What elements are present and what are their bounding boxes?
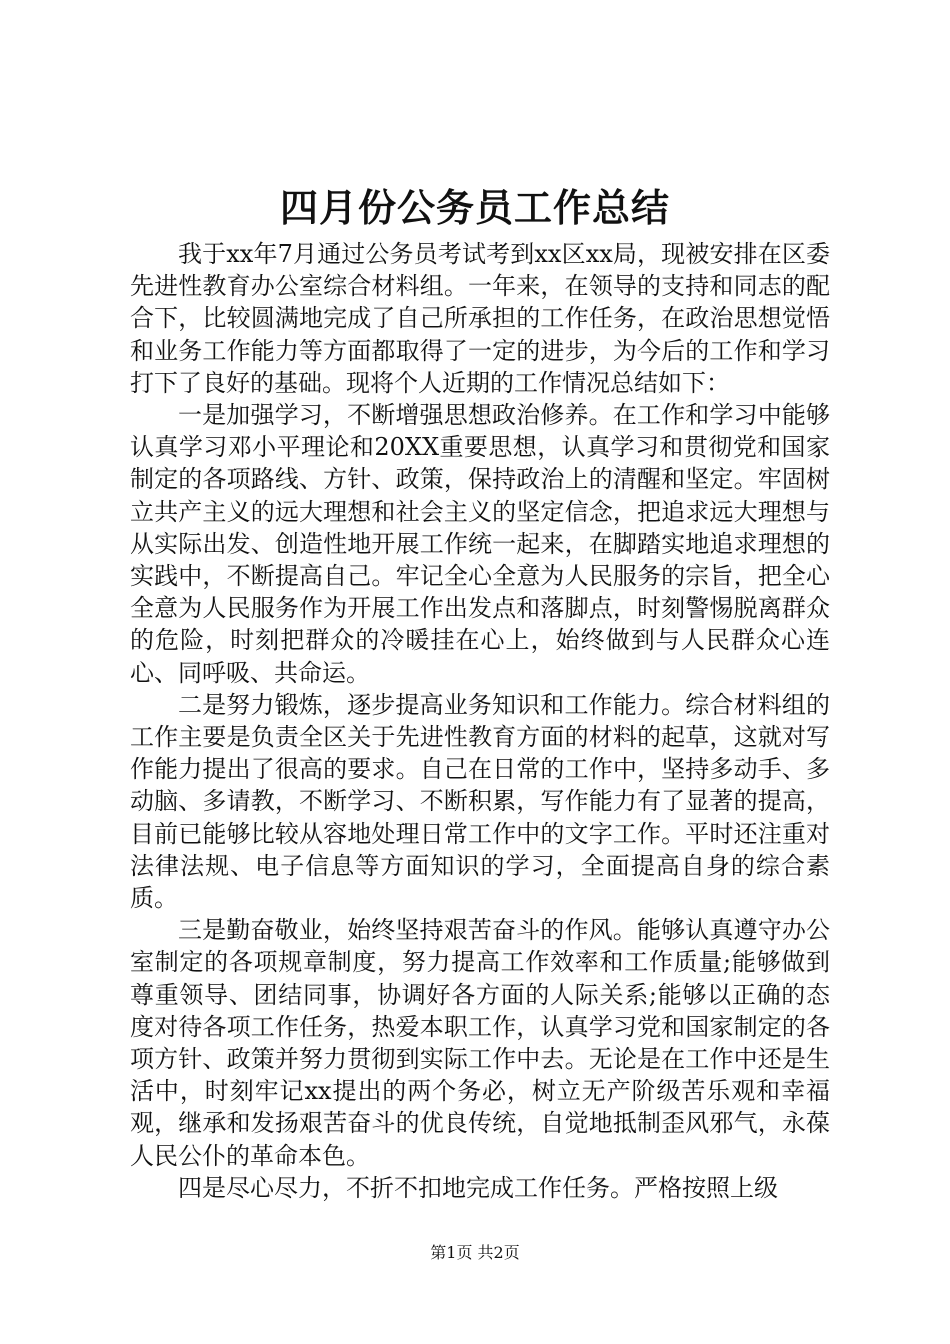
paragraph-intro: 我于xx年7月通过公务员考试考到xx区xx局，现被安排在区委先进性教育办公室综合材料组。一年来，在领导的支持和同志的配合下，比较圆满地完成了自己所承担的工作任务，在政治思想觉悟和业务工作能力等方面都取得了一定的进步，为今后的工作和学习打下了良好的基础。现将个人近期的工作情况总结如下： [130,240,830,397]
paragraph-tasks: 四是尽心尽力，不折不扣地完成工作任务。严格按照上级 [178,1173,778,1202]
document-body [130,238,830,1204]
page-number-footer: 第1页 共2页 [430,1243,520,1262]
paragraph-diligence: 三是勤奋敬业，始终坚持艰苦奋斗的作风。能够认真遵守办公室制定的各项规章制度，努力提高工作效率和工作质量;能够做到尊重领导、团结同事，协调好各方面的人际关系;能够以正确的态度对待各项工作任务，热爱本职工作，认真学习党和国家制定的各项方针、政策并努力贯彻到实际工作中去。无论是在工作中还是生活中，时刻牢记xx提出的两个务必，树立无产阶级苦乐观和幸福观，继承和发扬艰苦奋斗的优良传统，自觉地抵制歪风邪气，永葆人民公仆的革命本色。 [130,916,830,1170]
paragraph-training: 二是努力锻炼，逐步提高业务知识和工作能力。综合材料组的工作主要是负责全区关于先进性教育方面的材料的起草，这就对写作能力提出了很高的要求。自己在日常的工作中，坚持多动手、多动脑、多请教，不断学习、不断积累，写作能力有了显著的提高，目前已能够比较从容地处理日常工作中的文字工作。平时还注重对法律法规、电子信息等方面知识的学习，全面提高自身的综合素质。 [130,690,830,913]
paragraph-study: 一是加强学习，不断增强思想政治修养。在工作和学习中能够认真学习邓小平理论和20XX重要思想，认真学习和贯彻党和国家制定的各项路线、方针、政策，保持政治上的清醒和坚定。牢固树立共产主义的远大理想和社会主义的坚定信念，把追求远大理想与从实际出发、创造性地开展工作统一起来，在脚踏实地追求理想的实践中，不断提高自己。牢记全心全意为人民服务的宗旨，把全心全意为人民服务作为开展工作出发点和落脚点，时刻警惕脱离群众的危险，时刻把群众的冷暖挂在心上，始终做到与人民群众心连心、同呼吸、共命运。 [130,401,830,687]
document-title: 四月份公务员工作总结 [279,185,670,230]
